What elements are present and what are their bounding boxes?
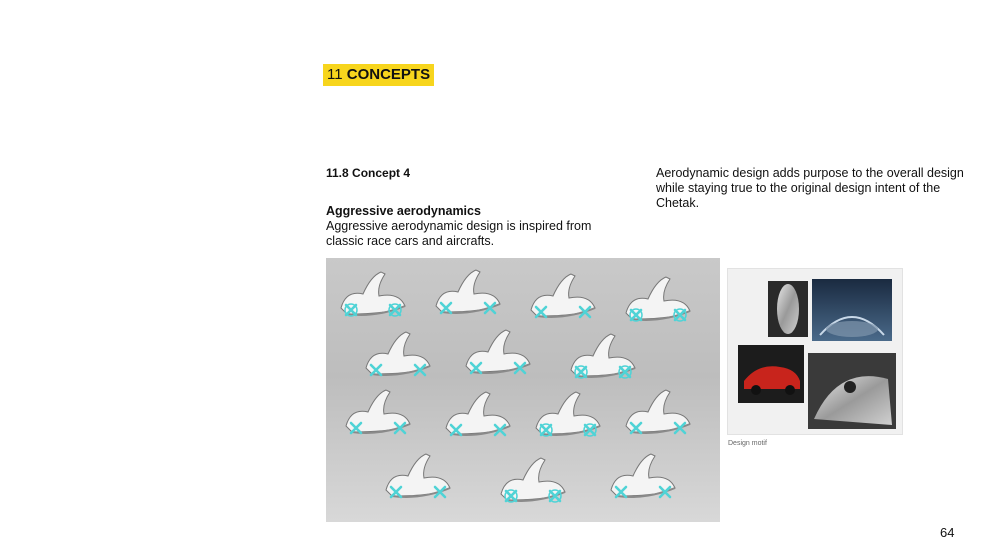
chapter-title	[323, 64, 434, 86]
chapter-name: CONCEPTS	[346, 66, 431, 83]
scooter-sketch	[626, 390, 690, 433]
scooter-sketch	[386, 454, 450, 497]
scooter-sketch	[501, 458, 565, 502]
scooter-sketch	[626, 277, 690, 321]
design-motif-image	[727, 268, 903, 435]
section-heading: 11.8 Concept 4	[326, 166, 411, 180]
motif-caption: Design motif	[728, 440, 767, 447]
scooter-sketch	[611, 454, 675, 497]
page-number: 64	[940, 525, 955, 540]
scooter-sketch	[446, 392, 510, 435]
scooter-sketch	[341, 272, 405, 316]
scooter-sketches	[326, 258, 720, 522]
section-side-text: Aerodynamic design adds purpose to the overall design while staying true to the original design intent of the Chetak.	[656, 166, 964, 210]
section-body: Aggressive aerodynamic design is inspired from classic race cars and aircrafts.	[326, 219, 592, 248]
scooter-sketch	[436, 270, 500, 313]
scooter-sketch	[531, 274, 595, 317]
scooter-sketch	[536, 392, 600, 436]
scooter-sketch	[466, 330, 530, 373]
scooter-sketch	[366, 332, 430, 375]
chapter-number: 11	[327, 66, 343, 83]
scooter-sketch	[346, 390, 410, 433]
motif-collage	[728, 269, 902, 434]
scooter-sketch	[571, 334, 635, 378]
section-subheading: Aggressive aerodynamics	[326, 204, 481, 218]
concept-sketches-image	[326, 258, 720, 522]
